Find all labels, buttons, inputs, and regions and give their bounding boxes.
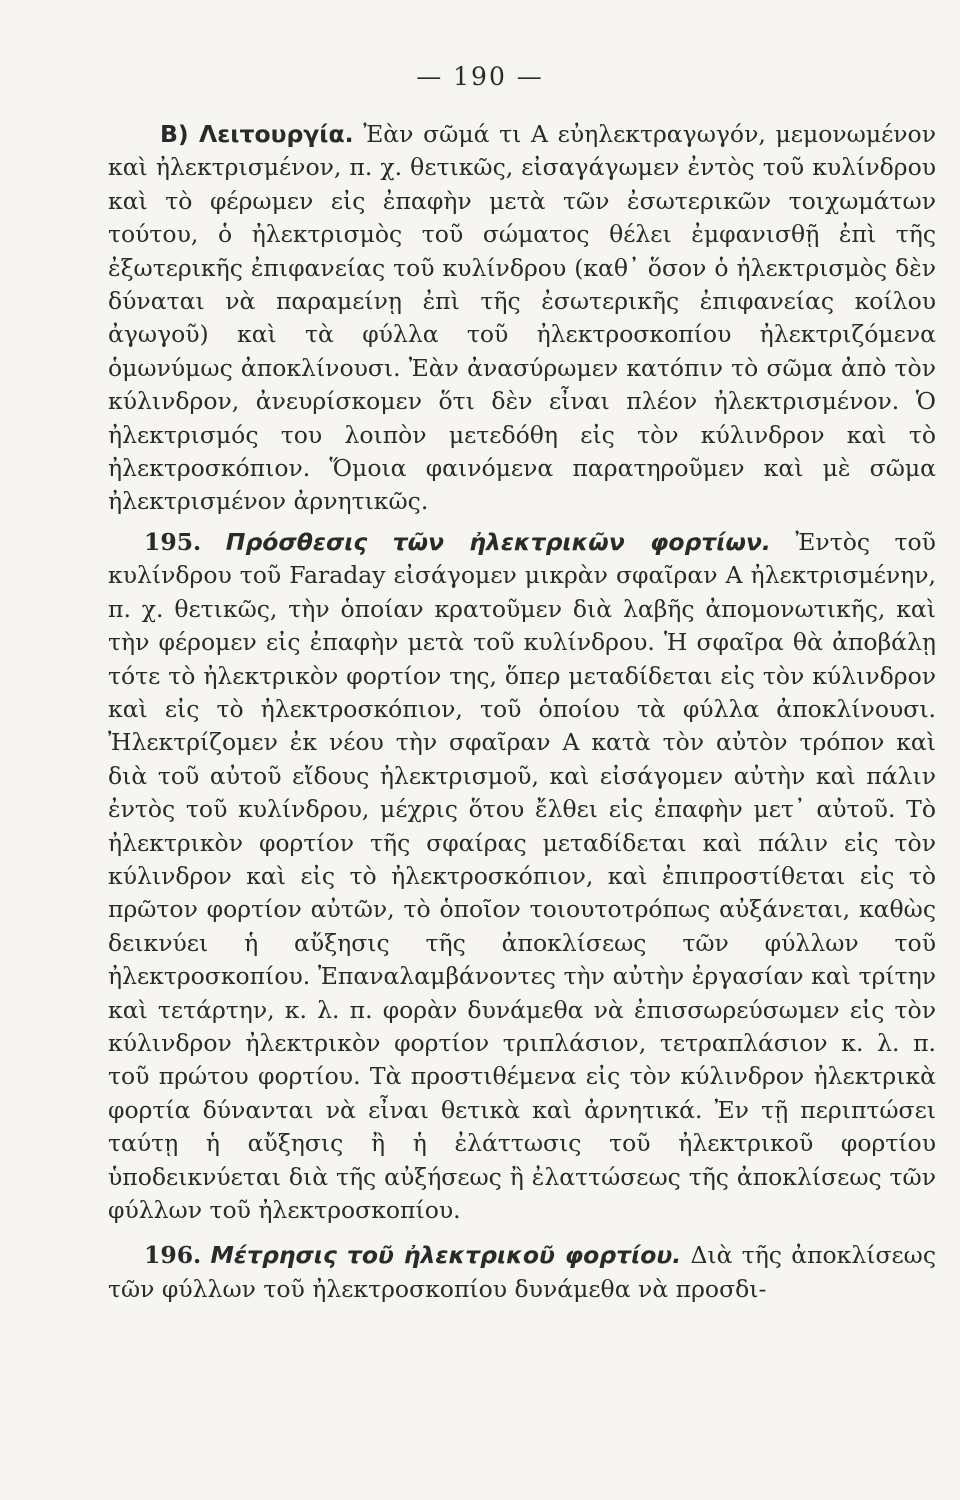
section-196-title: Μέτρησις τοῦ ἠλεκτρικοῦ φορτίου. — [210, 1241, 682, 1270]
section-196 — [108, 1239, 936, 1306]
paragraph-function — [108, 118, 936, 519]
section-195-title: Πρόσθεσις τῶν ἠλεκτρικῶν φορτίων. — [225, 527, 771, 556]
section-196-number: 196. — [144, 1241, 202, 1270]
subsection-text: Ἐὰν σῶμά τι Α εὐηλεκτραγωγόν, μεμονωμένον καὶ ἠλεκτρισμένον, π. χ. θετικῶς, εἰσαγάγωμεν ἐντὸς τοῦ κυλίνδρου καὶ τὸ φέρωμεν εἰς ἐπαφὴν μετὰ τῶν ἐσωτερικῶν τοιχωμάτων τούτου, ὁ ἠλεκτρισμὸς τοῦ σώματος θέλει ἐμφανισθῇ ἐπὶ τῆς ἐξωτερικῆς ἐπιφανείας τοῦ κυλίνδρου (καθ᾽ ὅσον ὁ ἠλεκτρισμὸς δὲν δύναται νὰ παραμείνῃ ἐπὶ τῆς ἐσωτερικῆς ἐπιφανείας κοίλου ἀγωγοῦ) καὶ τὰ φύλλα τοῦ ἠλεκτροσκοπίου ἠλεκτριζόμενα ὁμωνύμως ἀποκλίνουσι. Ἐὰν ἀνασύρωμεν κατόπιν τὸ σῶμα ἀπὸ τὸν κύλινδρον, ἀνευρίσκομεν ὅτι δὲν εἶναι πλέον ἠλεκτρισμένον. Ὁ ἠλεκτρισμός του λοιπὸν μετεδόθη εἰς τὸν κύλινδρον καὶ τὸ ἠλεκτροσκόπιον. Ὅμοια φαινόμενα παρατηροῦμεν καὶ μὲ σῶμα ἠλεκτρισμένον ἀρνητικῶς. — [108, 120, 936, 516]
subsection-label: Β) Λειτουργία. — [160, 120, 354, 148]
page-number: — 190 — — [416, 62, 544, 91]
page-body — [108, 118, 936, 1306]
section-196-text: Διὰ τῆς ἀποκλίσεως τῶν φύλλων τοῦ ἠλεκτροσκοπίου δυνάμεθα νὰ προσδι- — [108, 1241, 936, 1303]
section-195-number: 195. — [144, 527, 202, 556]
section-195 — [108, 526, 936, 1228]
section-195-text: Ἐντὸς τοῦ κυλίνδρου τοῦ Faraday εἰσάγομεν μικρὰν σφαῖραν Α ἠλεκτρισμένην, π. χ. θετικῶς, τὴν ὁποίαν κρατοῦμεν διὰ λαβῆς ἀπομονωτικῆς, καὶ τὴν φέρομεν εἰς ἐπαφὴν μετὰ τοῦ κυλίνδρου. Ἡ σφαῖρα θὰ ἀποβάλῃ τότε τὸ ἠλεκτρικὸν φορτίον της, ὅπερ μεταδίδεται εἰς τὸν κύλινδρον καὶ εἰς τὸ ἠλεκτροσκόπιον, τοῦ ὁποίου τὰ φύλλα ἀποκλίνουσι. Ἠλεκτρίζομεν ἐκ νέου τὴν σφαῖραν Α κατὰ τὸν αὐτὸν τρόπον καὶ διὰ τοῦ αὐτοῦ εἴδους ἠλεκτρισμοῦ, καὶ εἰσάγομεν αὐτὴν καὶ πάλιν ἐντὸς τοῦ κυλίνδρου, μέχρις ὅτου ἔλθει εἰς ἐπαφὴν μετ᾽ αὐτοῦ. Τὸ ἠλεκτρικὸν φορτίον τῆς σφαίρας μεταδίδεται καὶ πάλιν εἰς τὸν κύλινδρον καὶ εἰς τὸ ἠλεκτροσκόπιον, καὶ ἐπιπροστίθεται εἰς τὸ πρῶτον φορτίον αὐτῶν, τὸ ὁποῖον τοιουτοτρόπως αὐξάνεται, καθὼς δεικνύει ἡ αὔξησις τῆς ἀποκλίσεως τῶν φύλλων τοῦ ἠλεκτροσκοπίου. Ἐπαναλαμβάνοντες τὴν αὐτὴν ἐργασίαν καὶ τρίτην καὶ τετάρτην, κ. λ. π. φορὰν δυνάμεθα νὰ ἐπισσωρεύσωμεν εἰς τὸν κύλινδρον ἠλεκτρικὸν φορτίον τριπλάσιον, τετραπλάσιον κ. λ. π. τοῦ πρώτου φορτίου. Τὰ προστιθέμενα εἰς τὸν κύλινδρον ἠλεκτρικὰ φορτία δύνανται νὰ εἶναι θετικὰ καὶ ἀρνητικά. Ἐν τῇ περιπτώσει ταύτῃ ἡ αὔξησις ἢ ἡ ἐλάττωσις τοῦ ἠλεκτρικοῦ φορτίου ὑποδεικνύεται διὰ τῆς αὐξήσεως ἢ ἐλαττώσεως τῆς ἀποκλίσεως τῶν φύλλων τοῦ ἠλεκτροσκοπίου. — [108, 527, 936, 1224]
